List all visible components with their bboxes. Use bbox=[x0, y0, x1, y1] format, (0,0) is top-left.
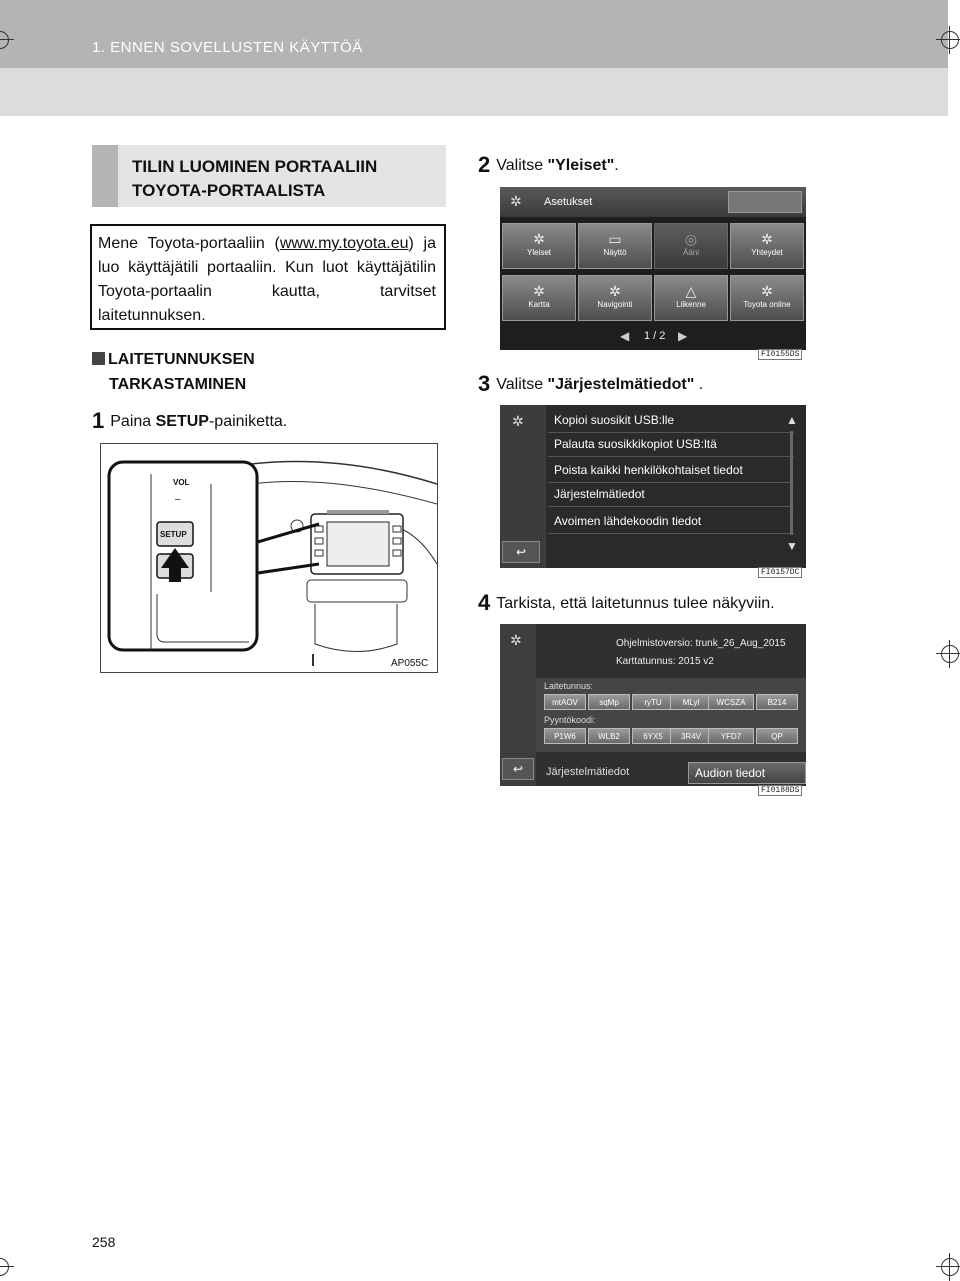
list-item[interactable]: Avoimen lähdekoodin tiedot bbox=[548, 508, 794, 534]
device-id-label: Laitetunnus: bbox=[544, 681, 594, 691]
speaker-icon: ◎ bbox=[684, 231, 698, 247]
scrollbar[interactable] bbox=[790, 431, 793, 535]
back-button[interactable] bbox=[502, 758, 534, 780]
scroll-down-icon[interactable]: ▼ bbox=[786, 539, 798, 553]
scroll-up-icon[interactable]: ▲ bbox=[786, 413, 798, 427]
crop-mark bbox=[0, 26, 14, 54]
tile-connections[interactable]: ✲ Yhteydet bbox=[730, 223, 804, 269]
crop-mark bbox=[936, 1253, 960, 1281]
step-4: 4 Tarkista, että laitetunnus tulee näkyviin. bbox=[478, 590, 775, 615]
subheader-band bbox=[0, 68, 948, 116]
back-icon: ↩ bbox=[515, 545, 527, 559]
connection-icon: ✲ bbox=[761, 231, 773, 247]
tile-toyota-online[interactable]: ✲ Toyota online bbox=[730, 275, 804, 321]
device-id-chip: mtAOV bbox=[544, 694, 586, 710]
section-heading bbox=[92, 145, 446, 207]
software-version: Ohjelmistoversio: trunk_26_Aug_2015 bbox=[616, 638, 786, 649]
request-code-chip: P1W6 bbox=[544, 728, 586, 744]
tile-sound[interactable]: ◎ Ääni bbox=[654, 223, 728, 269]
status-icons bbox=[728, 191, 802, 213]
header-band bbox=[0, 0, 948, 68]
list-item[interactable]: Palauta suosikkikopiot USB:ltä bbox=[548, 431, 794, 457]
vol-label: VOL bbox=[173, 478, 190, 487]
request-code-chip: 3R4V bbox=[670, 728, 712, 744]
crop-mark bbox=[0, 1253, 14, 1281]
settings-screen bbox=[500, 187, 806, 350]
square-bullet-icon bbox=[92, 352, 105, 365]
gear-icon: ✲ bbox=[533, 231, 545, 247]
request-code-chip: YFD7 bbox=[708, 728, 754, 744]
list-item[interactable]: Kopioi suosikit USB:lle bbox=[548, 407, 794, 433]
portal-link[interactable]: www.my.toyota.eu bbox=[279, 235, 409, 252]
display-icon: ▭ bbox=[608, 231, 622, 247]
general-settings-screen bbox=[500, 405, 806, 568]
screen3-code: FI0188DS bbox=[758, 785, 802, 796]
tile-traffic[interactable]: △ Liikenne bbox=[654, 275, 728, 321]
map-icon: ✲ bbox=[533, 283, 545, 299]
crop-mark bbox=[936, 26, 960, 54]
setup-label: SETUP bbox=[160, 530, 187, 539]
tile-display[interactable]: ▭ Näyttö bbox=[578, 223, 652, 269]
device-id-chip: WCSZA bbox=[708, 694, 754, 710]
dashboard-drawing bbox=[101, 444, 438, 673]
request-code-label: Pyyntökoodi: bbox=[544, 715, 596, 725]
next-page-icon[interactable]: ▶ bbox=[678, 329, 688, 343]
page-number: 258 bbox=[92, 1234, 116, 1250]
list-item[interactable]: Järjestelmätiedot bbox=[548, 481, 794, 507]
system-info-screen bbox=[500, 624, 806, 786]
gear-icon: ✲ bbox=[510, 193, 522, 209]
settings-title: Asetukset bbox=[544, 196, 593, 208]
settings-title-bar bbox=[500, 187, 806, 217]
screen1-code: FI0155DS bbox=[758, 349, 802, 360]
back-button[interactable] bbox=[502, 541, 540, 563]
screen2-code: FI0157DC bbox=[758, 567, 802, 578]
request-code-chip: QP bbox=[756, 728, 798, 744]
pager: 1 / 2 bbox=[644, 330, 666, 342]
subsection-heading: LAITETUNNUKSEN TARKASTAMINEN bbox=[92, 347, 412, 397]
device-id-chip: sqMp bbox=[588, 694, 630, 710]
request-code-chip: 6YX5 bbox=[632, 728, 674, 744]
chapter-title: 1. ENNEN SOVELLUSTEN KÄYTTÖÄ bbox=[92, 39, 363, 56]
back-icon: ↩ bbox=[512, 762, 524, 776]
audio-info-button[interactable]: Audion tiedot bbox=[688, 762, 806, 784]
footer-title: Järjestelmätiedot bbox=[546, 766, 630, 778]
online-icon: ✲ bbox=[761, 283, 773, 299]
figure-code: AP055C bbox=[391, 658, 429, 669]
tile-general[interactable]: ✲ Yleiset bbox=[502, 223, 576, 269]
section-heading-text: TILIN LUOMINEN PORTAALIIN TOYOTA-PORTAALISTA bbox=[132, 157, 378, 200]
step-2: 2 Valitse "Yleiset". bbox=[478, 152, 619, 177]
crop-mark bbox=[936, 640, 960, 668]
minus-label: – bbox=[175, 494, 181, 505]
navigation-icon: ✲ bbox=[609, 283, 621, 299]
intro-box: Mene Toyota-portaaliin (www.my.toyota.eu) ja luo käyttäjätili portaaliin. Kun luot käyttäjätilin Toyota-portaalin kautta, tarvitset laitetunnuksen. bbox=[90, 224, 446, 330]
step-1: 1 Paina SETUP-painiketta. bbox=[92, 408, 288, 433]
tile-map[interactable]: ✲ Kartta bbox=[502, 275, 576, 321]
tile-navigation[interactable]: ✲ Navigointi bbox=[578, 275, 652, 321]
traffic-icon: △ bbox=[685, 283, 697, 299]
request-code-chip: WLB2 bbox=[588, 728, 630, 744]
gear-icon: ✲ bbox=[512, 413, 524, 429]
section-heading-bar bbox=[92, 145, 118, 207]
map-id: Karttatunnus: 2015 v2 bbox=[616, 656, 714, 667]
list-item[interactable]: Poista kaikki henkilökohtaiset tiedot bbox=[548, 457, 794, 483]
step-3: 3 Valitse "Järjestelmätiedot" . bbox=[478, 371, 704, 396]
device-id-chip: B214 bbox=[756, 694, 798, 710]
device-id-chip: MLyl bbox=[670, 694, 712, 710]
prev-page-icon[interactable]: ◀ bbox=[620, 329, 630, 343]
gear-icon: ✲ bbox=[510, 632, 522, 648]
device-id-chip: ryTU bbox=[632, 694, 674, 710]
setup-button-illustration bbox=[100, 443, 438, 673]
